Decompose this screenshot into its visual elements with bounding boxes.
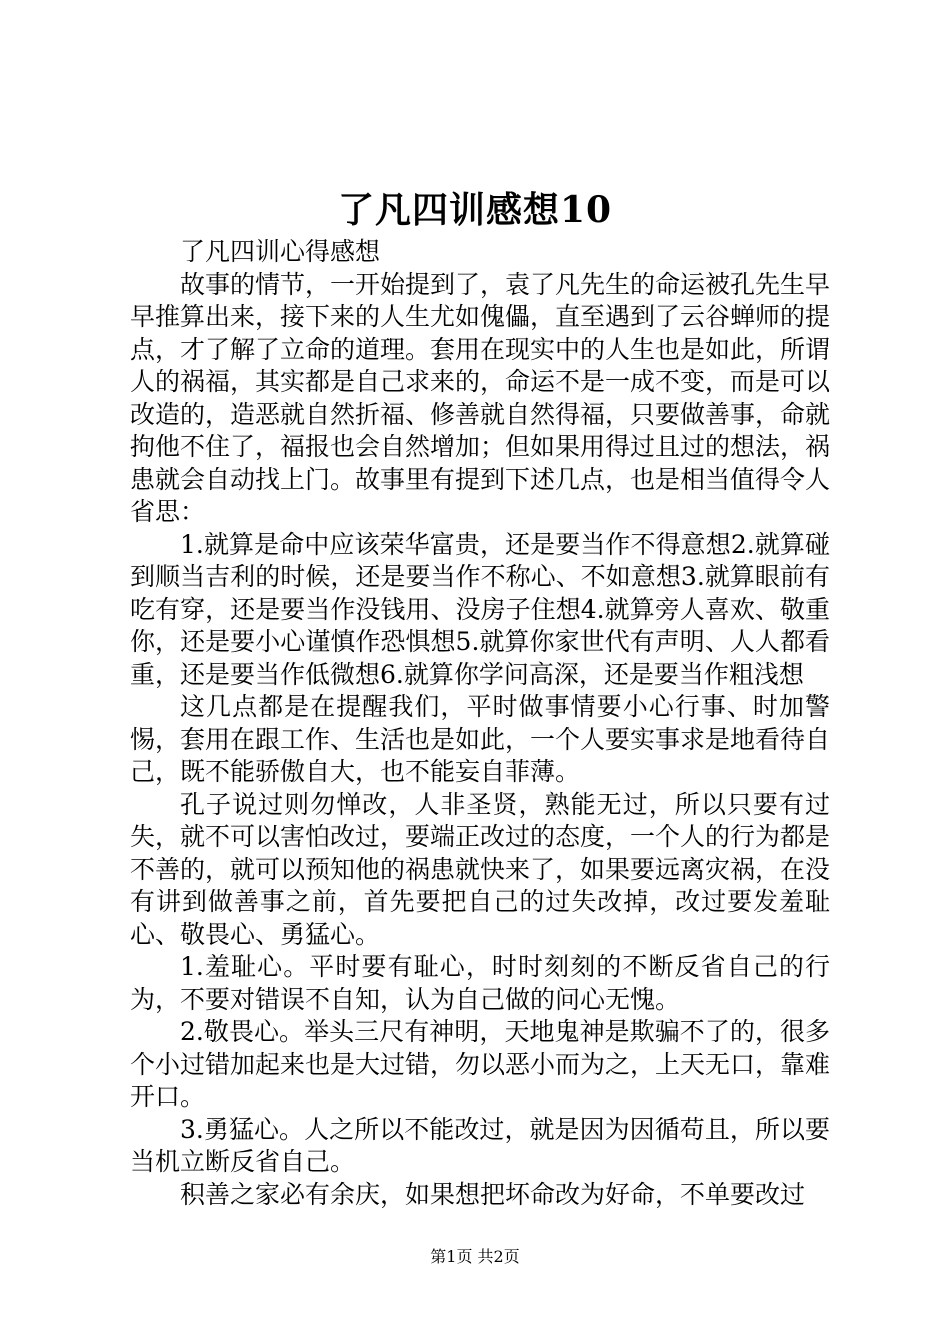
body-paragraph: 1.就算是命中应该荣华富贵，还是要当作不得意想2.就算碰到顺当吉利的时候，还是要当作不称心、不如意想3.就算眼前有吃有穿，还是要当作没钱用、没房子住想4.就算旁人喜欢、敬重你，还是要小心谨慎作恐惧想5.就算你家世代有声明、人人都看重，还是要当作低微想6.就算你学问高深，还是要当作粗浅想: [130, 529, 830, 689]
page-footer: 第1页 共2页: [430, 1247, 520, 1266]
body-paragraph: 这几点都是在提醒我们，平时做事情要小心行事、时加警惕，套用在跟工作、生活也是如此，一个人要实事求是地看待自己，既不能骄傲自大，也不能妄自菲薄。: [130, 692, 831, 786]
body-paragraph: 1.羞耻心。平时要有耻心，时时刻刻的不断反省自己的行为，不要对错误不自知，认为自己做的问心无愧。: [130, 952, 830, 1014]
subtitle-paragraph: 了凡四训心得感想: [180, 237, 381, 266]
document-title: 了凡四训感想10: [337, 189, 613, 231]
body-paragraph: 积善之家必有余庆，如果想把坏命改为好命，不单要改过: [180, 1179, 806, 1209]
body-paragraph: 故事的情节，一开始提到了，袁了凡先生的命运被孔先生早早推算出来，接下来的人生尤如傀儡，直至遇到了云谷蝉师的提点，才了解了立命的道理。套用在现实中的人生也是如此，所谓人的祸福，其实都是自己求来的，命运不是一成不变，而是可以改造的，造恶就自然折福、修善就自然得福，只要做善事，命就拘他不住了，福报也会自然增加；但如果用得过且过的想法，祸患就会自动找上门。故事里有提到下述几点，也是相当值得令人省思：: [130, 269, 831, 526]
body-paragraph: 3.勇猛心。人之所以不能改过，就是因为因循苟且，所以要当机立断反省自己。: [130, 1114, 830, 1176]
document-body: [130, 236, 830, 1211]
body-paragraph: 2.敬畏心。举头三尺有神明，天地鬼神是欺骗不了的，很多个小过错加起来也是大过错，勿以恶小而为之，上天无口，靠难开口。: [130, 1017, 831, 1111]
body-paragraph: 孔子说过则勿惮改，人非圣贤，熟能无过，所以只要有过失，就不可以害怕改过，要端正改过的态度，一个人的行为都是不善的，就可以预知他的祸患就快来了，如果要远离灾祸，在没有讲到做善事之前，首先要把自己的过失改掉，改过要发羞耻心、敬畏心、勇猛心。: [130, 789, 831, 949]
